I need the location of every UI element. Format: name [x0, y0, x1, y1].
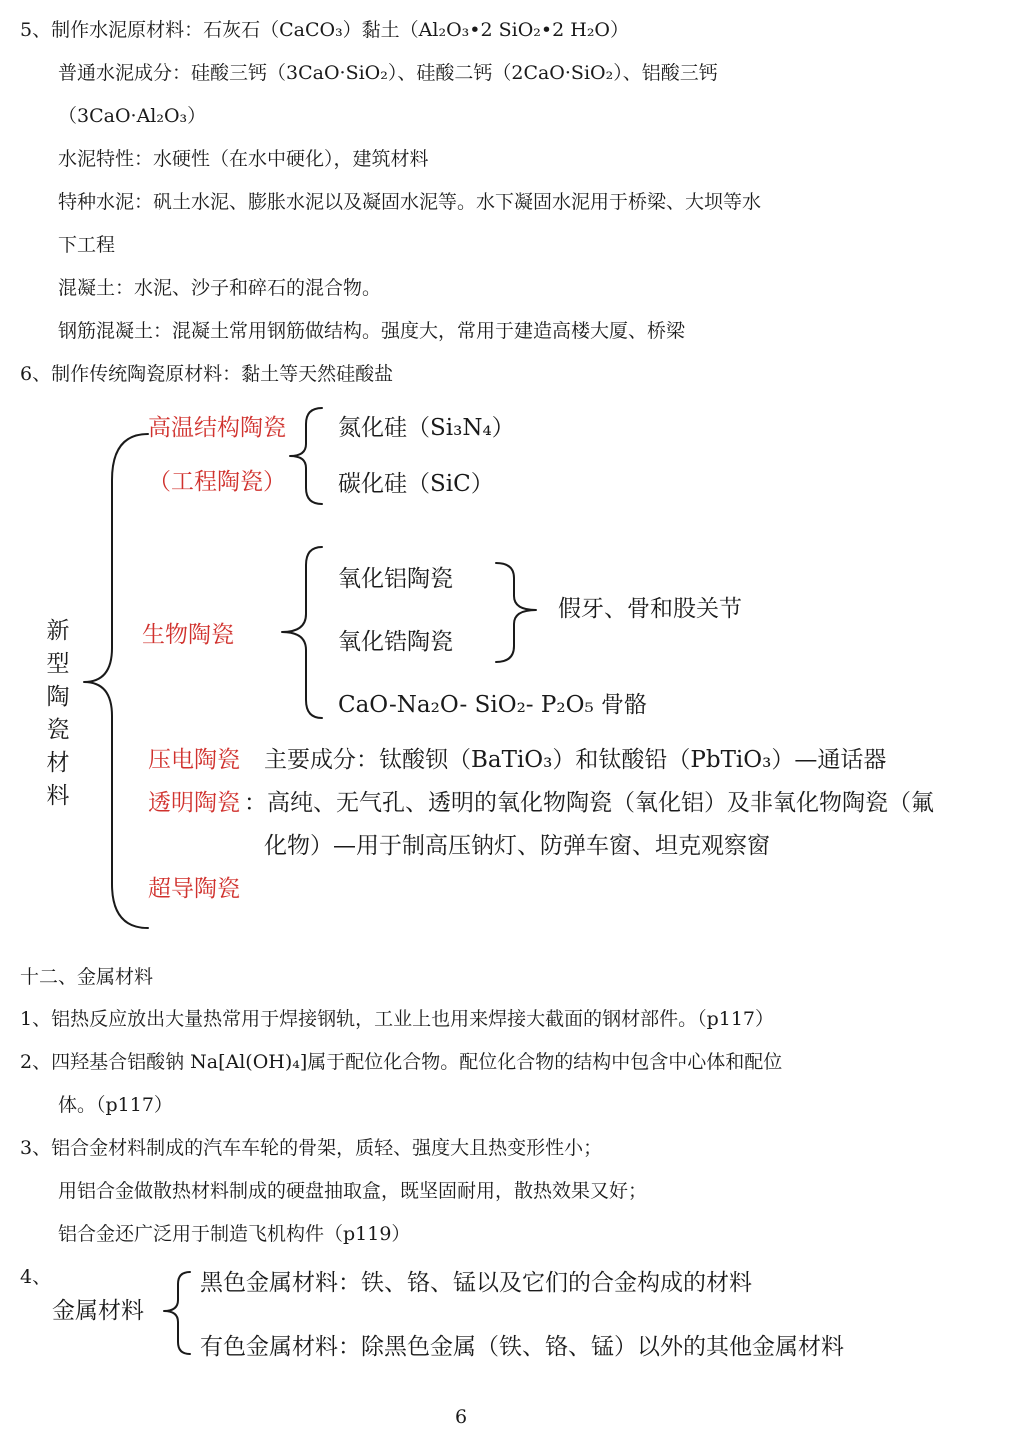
- cement-composition-line2: （3CaO·Al₂O₃）: [58, 105, 207, 127]
- root-char: 陶: [46, 684, 70, 710]
- transparent-ceramics-label: 透明陶瓷: [148, 790, 240, 816]
- sec12-title: 十二、金属材料: [20, 966, 154, 988]
- cement-composition-line1: 普通水泥成分：硅酸三钙（3CaO·SiO₂）、硅酸二钙（2CaO·SiO₂）、铝酸三钙: [58, 62, 718, 84]
- concrete-definition: 混凝土：水泥、沙子和碎石的混合物。: [58, 277, 382, 299]
- brace-new-ceramics: [84, 434, 148, 928]
- brace-implant: [496, 563, 536, 662]
- nonferrous-metals: 有色金属材料：除黑色金属（铁、铬、锰）以外的其他金属材料: [200, 1334, 844, 1360]
- brace-metal: [164, 1272, 190, 1354]
- transparent-ceramics-text-line1: ：高纯、无气孔、透明的氧化物陶瓷（氧化铝）及非氧化物陶瓷（氟: [244, 790, 934, 816]
- root-char: 瓷: [46, 717, 70, 743]
- silicon-nitride: 氮化硅（Si₃N₄）: [338, 415, 515, 441]
- alumina-ceramics: 氧化铝陶瓷: [338, 566, 453, 592]
- root-char: 新: [46, 618, 70, 644]
- metal-item-4-number: 4、: [20, 1266, 52, 1288]
- special-cement-line1: 特种水泥：矾土水泥、膨胀水泥以及凝固水泥等。水下凝固水泥用于桥梁、大坝等水: [58, 191, 762, 213]
- metal-item-3-line1: 3、铝合金材料制成的汽车车轮的骨架，质轻、强度大且热变形性小；: [20, 1137, 603, 1159]
- bio-ceramics-label: 生物陶瓷: [142, 622, 234, 648]
- engineering-ceramics-label: （工程陶瓷）: [148, 469, 286, 495]
- metal-materials-label: 金属材料: [52, 1298, 144, 1324]
- sec6-title: 6、制作传统陶瓷原材料：黏土等天然硅酸盐: [20, 363, 394, 385]
- silicon-carbide: 碳化硅（SiC）: [338, 471, 494, 497]
- zirconia-ceramics: 氧化锆陶瓷: [338, 629, 453, 655]
- cement-property: 水泥特性：水硬性（在水中硬化），建筑材料: [58, 148, 429, 170]
- superconducting-ceramics-label: 超导陶瓷: [148, 876, 240, 902]
- high-temp-ceramics-label: 高温结构陶瓷: [148, 415, 286, 441]
- transparent-ceramics-text-line2: 化物）—用于制高压钠灯、防弹车窗、坦克观察窗: [264, 833, 770, 859]
- metal-item-2-line2: 体。（p117）: [58, 1094, 173, 1116]
- root-char: 型: [46, 651, 70, 677]
- special-cement-line2: 下工程: [58, 234, 116, 256]
- brace-high-temp: [290, 408, 322, 504]
- sec5-title: 5、制作水泥原材料：石灰石（CaCO₃）黏土（Al₂O₃•2 SiO₂•2 H₂O）: [20, 19, 630, 41]
- page-number: 6: [455, 1406, 468, 1428]
- joints-use: 假牙、骨和股关节: [558, 596, 742, 622]
- piezo-ceramics-text: 主要成分：钛酸钡（BaTiO₃）和钛酸铅（PbTiO₃）—通话器: [264, 747, 887, 773]
- root-char: 材: [46, 750, 70, 776]
- metal-item-1: 1、铝热反应放出大量热常用于焊接钢轨，工业上也用来焊接大截面的钢材部件。（p117）: [20, 1008, 775, 1030]
- metal-item-3-line3: 铝合金还广泛用于制造飞机构件（p119）: [58, 1223, 411, 1245]
- bone-ceramics: CaO-Na₂O- SiO₂- P₂O₅ 骨骼: [338, 692, 647, 718]
- metal-item-2-line1: 2、四羟基合铝酸钠 Na[Al(OH)₄]属于配位化合物。配位化合物的结构中包含中心体和配位: [20, 1051, 783, 1073]
- new-ceramics-root: [44, 615, 72, 813]
- piezo-ceramics-label: 压电陶瓷: [148, 747, 240, 773]
- reinforced-concrete: 钢筋混凝土：混凝土常用钢筋做结构。强度大，常用于建造高楼大厦、桥梁: [58, 320, 686, 342]
- root-char: 料: [46, 783, 70, 809]
- metal-item-3-line2: 用铝合金做散热材料制成的硬盘抽取盒，既坚固耐用，散热效果又好；: [58, 1180, 648, 1202]
- ferrous-metals: 黑色金属材料：铁、铬、锰以及它们的合金构成的材料: [200, 1270, 752, 1296]
- brace-bio: [282, 547, 322, 718]
